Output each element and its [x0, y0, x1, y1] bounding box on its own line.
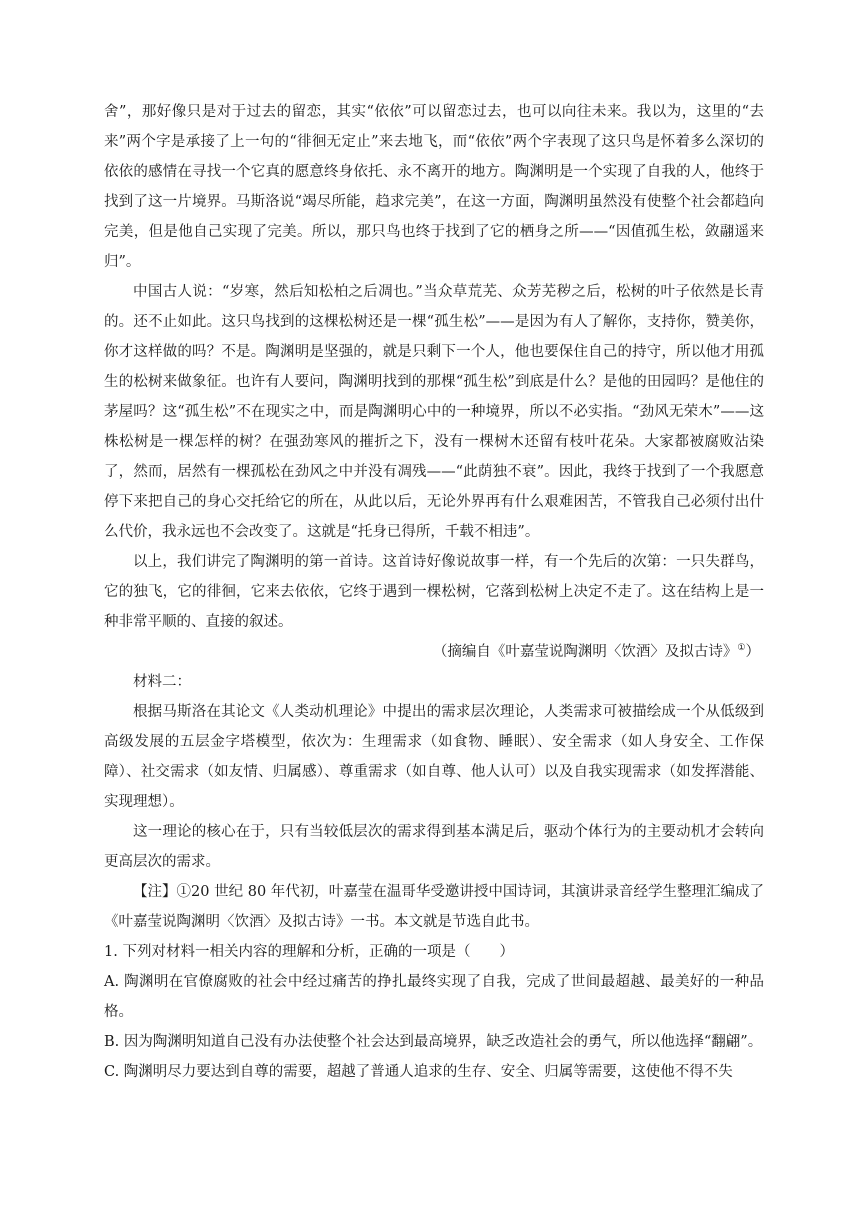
source-text: （摘编自《叶嘉莹说陶渊明〈饮酒〉及拟古诗》 [432, 644, 738, 660]
option-a: A. 陶渊明在官僚腐败的社会中经过痛苦的挣扎最终实现了自我，完成了世间最超越、最美好的一种品格。 [104, 974, 764, 1020]
question-stem: 1. 下列对材料一相关内容的理解和分析，正确的一项是（ ） [104, 944, 514, 960]
source-close: ） [745, 644, 760, 660]
option-c: C. 陶渊明尽力要达到自尊的需要，超越了普通人追求的生存、安全、归属等需要，这使他不得不失 [104, 1064, 733, 1080]
material-two-paragraph-1: 根据马斯洛在其论文《人类动机理论》中提出的需求层次理论，人类需求可被描绘成一个从低级到高级发展的五层金字塔模型，依次为：生理需求（如食物、睡眠）、安全需求（如人身安全、工作保障）、社交需求（如友情、归属感）、尊重需求（如自尊、他人认可）以及自我实现需求（如发挥潜能、实现理想）。 [104, 704, 764, 810]
material-one-paragraph-3: 以上，我们讲完了陶渊明的第一首诗。这首诗好像说故事一样，有一个先后的次第：一只失群鸟，它的独飞，它的徘徊，它来去依依，它终于遇到一棵松树，它落到松树上决定不走了。这在结构上是一种非常平顺的、直接的叙述。 [104, 554, 764, 630]
material-two-heading: 材料二： [133, 674, 191, 690]
footnote: 【注】①20 世纪 80 年代初，叶嘉莹在温哥华受邀讲授中国诗词，其演讲录音经学生整理汇编成了《叶嘉莹说陶渊明〈饮酒〉及拟古诗》一书。本文就是节选自此书。 [104, 884, 764, 930]
source-citation [104, 637, 764, 667]
material-one-paragraph-2: 中国古人说：“岁寒，然后知松柏之后凋也。”当众草荒芜、众芳芜秽之后，松树的叶子依然是长青的。还不止如此。这只鸟找到的这棵松树还是一棵“孤生松”——是因为有人了解你，支持你，赞美你，你才这样做的吗？不是。陶渊明是坚强的，就是只剩下一个人，他也要保住自己的持守，所以他才用孤生的松树来做象征。也许有人要问，陶渊明找到的那棵“孤生松”到底是什么？是他的田园吗？是他住的茅屋吗？这“孤生松”不在现实之中，而是陶渊明心中的一种境界，所以不必实指。“劲风无荣木”——这株松树是一棵怎样的树？在强劲寒风的摧折之下，没有一棵树木还留有枝叶花朵。大家都被腐败沾染了，然而，居然有一棵孤松在劲风之中并没有凋残——“此荫独不衰”。因此，我终于找到了一个我愿意停下来把自己的身心交托给它的所在，从此以后，无论外界再有什么艰难困苦，不管我自己必须付出什么代价，我永远也不会改变了。这就是“托身已得所，千载不相违”。 [104, 284, 764, 540]
material-two-paragraph-2: 这一理论的核心在于，只有当较低层次的需求得到基本满足后，驱动个体行为的主要动机才会转向更高层次的需求。 [104, 824, 764, 870]
option-b: B. 因为陶渊明知道自己没有办法使整个社会达到最高境界，缺乏改造社会的勇气，所以他选择“翻翩”。 [104, 1034, 763, 1050]
footnote-mark: ① [737, 643, 746, 654]
material-one-paragraph-continued: 舍”，那好像只是对于过去的留恋，其实“依依”可以留恋过去，也可以向往未来。我以为，这里的“去来”两个字是承接了上一句的“徘徊无定止”来去地飞，而“依依”两个字表现了这只鸟是怀着多么深切的依依的感情在寻找一个它真的愿意终身依托、永不离开的地方。陶渊明是一个实现了自我的人，他终于找到了这一片境界。马斯洛说“竭尽所能，趋求完美”，在这一方面，陶渊明虽然没有使整个社会都趋向完美，但是他自己实现了完美。所以，那只鸟也终于找到了它的栖身之所——“因值孤生松，敛翮遥来归”。 [104, 104, 764, 270]
